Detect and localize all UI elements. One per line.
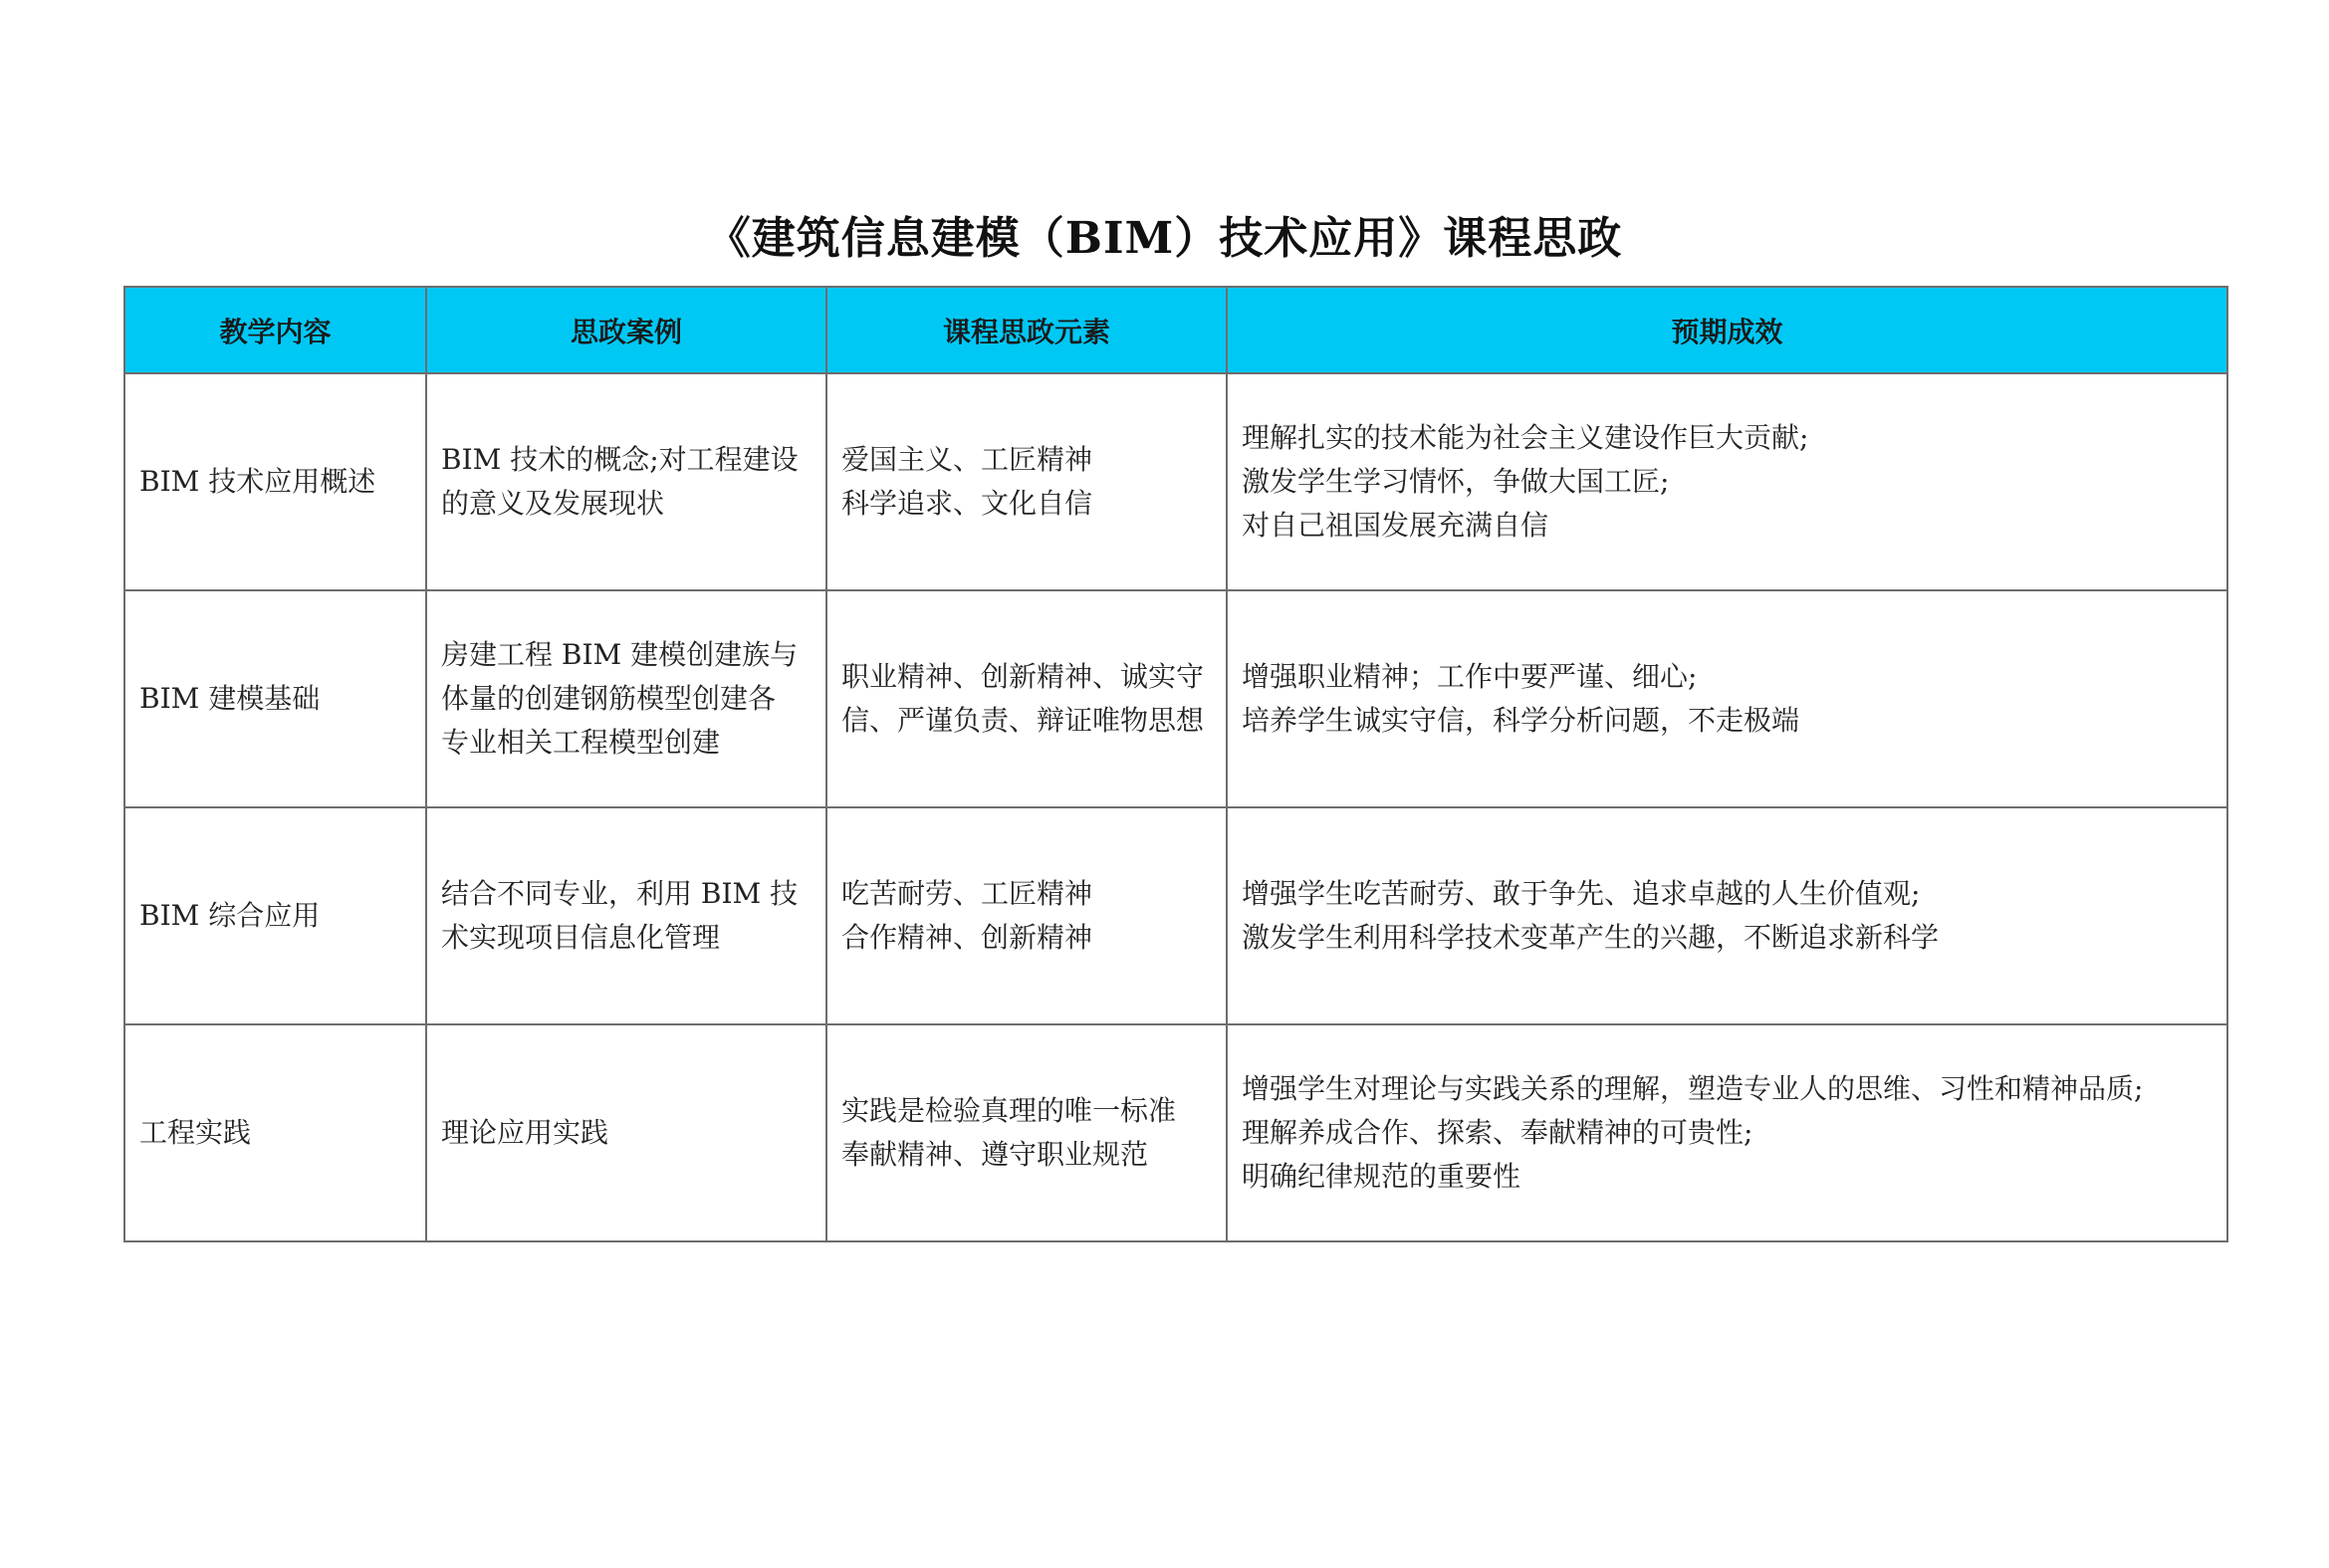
cell-ideological-elements: 爱国主义、工匠精神 科学追求、文化自信 xyxy=(826,373,1227,590)
cell-teaching-content: BIM 综合应用 xyxy=(124,807,426,1024)
header-ideological-elements: 课程思政元素 xyxy=(826,287,1227,373)
cell-teaching-content: BIM 技术应用概述 xyxy=(124,373,426,590)
cell-ideological-case: 房建工程 BIM 建模创建族与 体量的创建钢筋模型创建各 专业相关工程模型创建 xyxy=(426,590,826,807)
document-title: 《建筑信息建模（BIM）技术应用》课程思政 xyxy=(706,213,1623,264)
cell-ideological-case: BIM 技术的概念;对工程建设 的意义及发展现状 xyxy=(426,373,826,590)
table-row xyxy=(124,807,2227,1024)
curriculum-table xyxy=(123,286,2228,1242)
header-expected-outcomes: 预期成效 xyxy=(1227,287,2227,373)
cell-expected-outcomes: 增强学生对理论与实践关系的理解，塑造专业人的思维、习性和精神品质; 理解养成合作、探索、奉献精神的可贵性; 明确纪律规范的重要性 xyxy=(1227,1024,2227,1241)
cell-ideological-case: 理论应用实践 xyxy=(426,1024,826,1241)
cell-expected-outcomes: 理解扎实的技术能为社会主义建设作巨大贡献; 激发学生学习情怀，争做大国工匠; 对自己祖国发展充满自信 xyxy=(1227,373,2227,590)
cell-expected-outcomes: 增强职业精神；工作中要严谨、细心; 培养学生诚实守信，科学分析问题，不走极端 xyxy=(1227,590,2227,807)
cell-teaching-content: BIM 建模基础 xyxy=(124,590,426,807)
cell-ideological-elements: 吃苦耐劳、工匠精神 合作精神、创新精神 xyxy=(826,807,1227,1024)
cell-ideological-elements: 职业精神、创新精神、诚实守 信、严谨负责、辩证唯物思想 xyxy=(826,590,1227,807)
cell-ideological-case: 结合不同专业，利用 BIM 技 术实现项目信息化管理 xyxy=(426,807,826,1024)
cell-expected-outcomes: 增强学生吃苦耐劳、敢于争先、追求卓越的人生价值观; 激发学生利用科学技术变革产生的兴趣，不断追求新科学 xyxy=(1227,807,2227,1024)
table-row xyxy=(124,373,2227,590)
table-header-row xyxy=(124,287,2227,373)
header-ideological-case: 思政案例 xyxy=(426,287,826,373)
cell-ideological-elements: 实践是检验真理的唯一标准 奉献精神、遵守职业规范 xyxy=(826,1024,1227,1241)
table-row xyxy=(124,1024,2227,1241)
table-row xyxy=(124,590,2227,807)
header-teaching-content: 教学内容 xyxy=(124,287,426,373)
cell-teaching-content: 工程实践 xyxy=(124,1024,426,1241)
